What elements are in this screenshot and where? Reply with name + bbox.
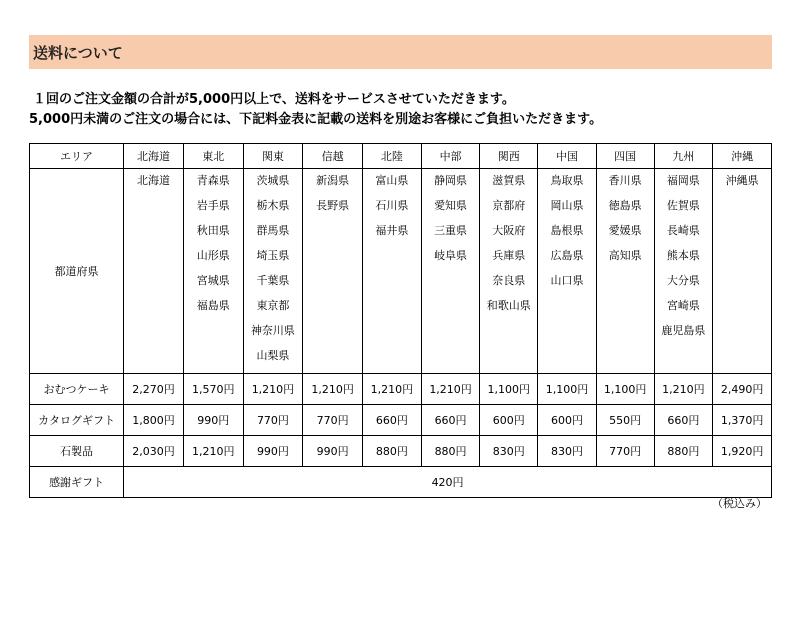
prefecture-item: 三重県 xyxy=(434,224,468,237)
price-cell: 600円 xyxy=(480,405,538,436)
price-cell: 830円 xyxy=(538,436,597,467)
prefecture-list xyxy=(422,173,480,273)
region-header: 信越 xyxy=(303,144,363,169)
prefecture-item: 東京都 xyxy=(256,299,290,312)
price-cell: 660円 xyxy=(654,405,713,436)
price-cell: 660円 xyxy=(421,405,480,436)
intro-line-2: 5,000円未満のご注文の場合には、下記料金表に記載の送料を別途お客様にご負担いただきます。 xyxy=(29,112,603,127)
prefecture-item: 山形県 xyxy=(196,249,230,262)
prefecture-item: 熊本県 xyxy=(666,249,700,262)
price-cell: 880円 xyxy=(363,436,422,467)
region-prefecture-cell xyxy=(538,169,597,374)
price-cell: 990円 xyxy=(183,405,243,436)
region-header: 関西 xyxy=(480,144,538,169)
region-header: 北陸 xyxy=(363,144,422,169)
price-cell: 2,030円 xyxy=(124,436,184,467)
price-cell: 1,210円 xyxy=(363,374,422,405)
price-cell: 880円 xyxy=(421,436,480,467)
price-cell: 660円 xyxy=(363,405,422,436)
prefecture-label: 都道府県 xyxy=(30,169,124,374)
prefecture-list xyxy=(124,173,183,198)
prefecture-item: 神奈川県 xyxy=(250,324,295,337)
prefecture-item: 京都府 xyxy=(492,199,526,212)
prefecture-item: 富山県 xyxy=(375,174,409,187)
prefecture-item: 滋賀県 xyxy=(492,174,526,187)
price-cell: 1,210円 xyxy=(303,374,363,405)
prefecture-item: 愛知県 xyxy=(434,199,468,212)
prefecture-item: 奈良県 xyxy=(492,274,526,287)
region-prefecture-cell xyxy=(124,169,184,374)
prefecture-item: 福井県 xyxy=(375,224,409,237)
price-cell: 1,210円 xyxy=(243,374,303,405)
prefecture-item: 香川県 xyxy=(608,174,642,187)
flat-price-cell: 420円 xyxy=(124,467,772,498)
prefecture-item: 埼玉県 xyxy=(256,249,290,262)
row-label: カタログギフト xyxy=(30,405,124,436)
prefecture-item: 茨城県 xyxy=(256,174,290,187)
price-cell: 990円 xyxy=(243,436,303,467)
page-title: 送料について xyxy=(33,43,123,62)
region-header: 四国 xyxy=(596,144,654,169)
price-cell: 1,210円 xyxy=(183,436,243,467)
region-prefecture-cell xyxy=(243,169,303,374)
price-cell: 1,100円 xyxy=(538,374,597,405)
price-cell: 1,370円 xyxy=(713,405,772,436)
prefecture-item: 石川県 xyxy=(375,199,409,212)
prefecture-item: 長崎県 xyxy=(666,224,700,237)
prefecture-item: 高知県 xyxy=(608,249,642,262)
prefecture-list xyxy=(655,173,713,348)
price-row-catalog-gift xyxy=(30,405,772,436)
prefecture-row xyxy=(30,169,772,374)
prefecture-item: 静岡県 xyxy=(434,174,468,187)
row-label: 石製品 xyxy=(30,436,124,467)
table-header-row xyxy=(30,144,772,169)
prefecture-item: 鳥取県 xyxy=(550,174,584,187)
price-cell: 770円 xyxy=(596,436,654,467)
price-row-thanks-gift xyxy=(30,467,772,498)
region-header: 中部 xyxy=(421,144,480,169)
prefecture-item: 福島県 xyxy=(196,299,230,312)
region-prefecture-cell xyxy=(421,169,480,374)
price-cell: 600円 xyxy=(538,405,597,436)
prefecture-item: 広島県 xyxy=(550,249,584,262)
prefecture-item: 和歌山県 xyxy=(486,299,531,312)
region-prefecture-cell xyxy=(303,169,363,374)
prefecture-item: 宮城県 xyxy=(196,274,230,287)
prefecture-list xyxy=(184,173,243,323)
prefecture-item: 福岡県 xyxy=(666,174,700,187)
region-prefecture-cell xyxy=(654,169,713,374)
region-header: 沖縄 xyxy=(713,144,772,169)
price-cell: 1,570円 xyxy=(183,374,243,405)
price-cell: 1,920円 xyxy=(713,436,772,467)
region-prefecture-cell xyxy=(480,169,538,374)
intro-line-1: １回のご注文金額の合計が5,000円以上で、送料をサービスさせていただきます。 xyxy=(33,92,515,107)
region-prefecture-cell xyxy=(596,169,654,374)
prefecture-list xyxy=(363,173,421,248)
prefecture-item: 山口県 xyxy=(550,274,584,287)
region-header: 中国 xyxy=(538,144,597,169)
price-cell: 880円 xyxy=(654,436,713,467)
prefecture-item: 山梨県 xyxy=(256,349,290,362)
prefecture-list xyxy=(303,173,362,223)
price-cell: 990円 xyxy=(303,436,363,467)
prefecture-item: 佐賀県 xyxy=(666,199,700,212)
prefecture-item: 沖縄県 xyxy=(725,174,759,187)
row-label: おむつケーキ xyxy=(30,374,124,405)
prefecture-item: 千葉県 xyxy=(256,274,290,287)
prefecture-item: 長野県 xyxy=(316,199,350,212)
price-cell: 770円 xyxy=(303,405,363,436)
prefecture-item: 北海道 xyxy=(137,174,170,187)
prefecture-item: 大阪府 xyxy=(492,224,526,237)
price-cell: 2,490円 xyxy=(713,374,772,405)
prefecture-list xyxy=(597,173,654,273)
prefecture-item: 岩手県 xyxy=(196,199,230,212)
prefecture-item: 新潟県 xyxy=(316,174,350,187)
price-row-omutsu-cake xyxy=(30,374,772,405)
region-prefecture-cell xyxy=(363,169,422,374)
prefecture-item: 秋田県 xyxy=(196,224,230,237)
row-label: 感謝ギフト xyxy=(30,467,124,498)
prefecture-item: 群馬県 xyxy=(256,224,290,237)
area-header: エリア xyxy=(30,144,124,169)
price-cell: 1,210円 xyxy=(654,374,713,405)
price-cell: 2,270円 xyxy=(124,374,184,405)
region-header: 北海道 xyxy=(124,144,184,169)
price-row-stone-product xyxy=(30,436,772,467)
prefecture-item: 岡山県 xyxy=(550,199,584,212)
intro-text xyxy=(29,90,789,130)
prefecture-item: 鹿児島県 xyxy=(661,324,706,337)
price-cell: 770円 xyxy=(243,405,303,436)
section-title-banner xyxy=(29,35,772,69)
prefecture-list xyxy=(538,173,596,298)
region-header: 九州 xyxy=(654,144,713,169)
price-cell: 830円 xyxy=(480,436,538,467)
price-cell: 1,800円 xyxy=(124,405,184,436)
prefecture-item: 岐阜県 xyxy=(434,249,468,262)
prefecture-item: 愛媛県 xyxy=(608,224,642,237)
price-cell: 1,100円 xyxy=(480,374,538,405)
region-header: 東北 xyxy=(183,144,243,169)
prefecture-list xyxy=(244,173,303,373)
region-prefecture-cell xyxy=(713,169,772,374)
price-cell: 1,210円 xyxy=(421,374,480,405)
price-cell: 550円 xyxy=(596,405,654,436)
prefecture-item: 兵庫県 xyxy=(492,249,526,262)
prefecture-list xyxy=(480,173,537,323)
region-header: 関東 xyxy=(243,144,303,169)
prefecture-item: 徳島県 xyxy=(608,199,642,212)
prefecture-item: 栃木県 xyxy=(256,199,290,212)
prefecture-item: 島根県 xyxy=(550,224,584,237)
prefecture-item: 大分県 xyxy=(666,274,700,287)
tax-note: （税込み） xyxy=(712,497,767,510)
prefecture-list xyxy=(713,173,771,198)
prefecture-item: 青森県 xyxy=(196,174,230,187)
price-cell: 1,100円 xyxy=(596,374,654,405)
shipping-fee-table xyxy=(29,143,772,498)
prefecture-item: 宮崎県 xyxy=(666,299,700,312)
region-prefecture-cell xyxy=(183,169,243,374)
